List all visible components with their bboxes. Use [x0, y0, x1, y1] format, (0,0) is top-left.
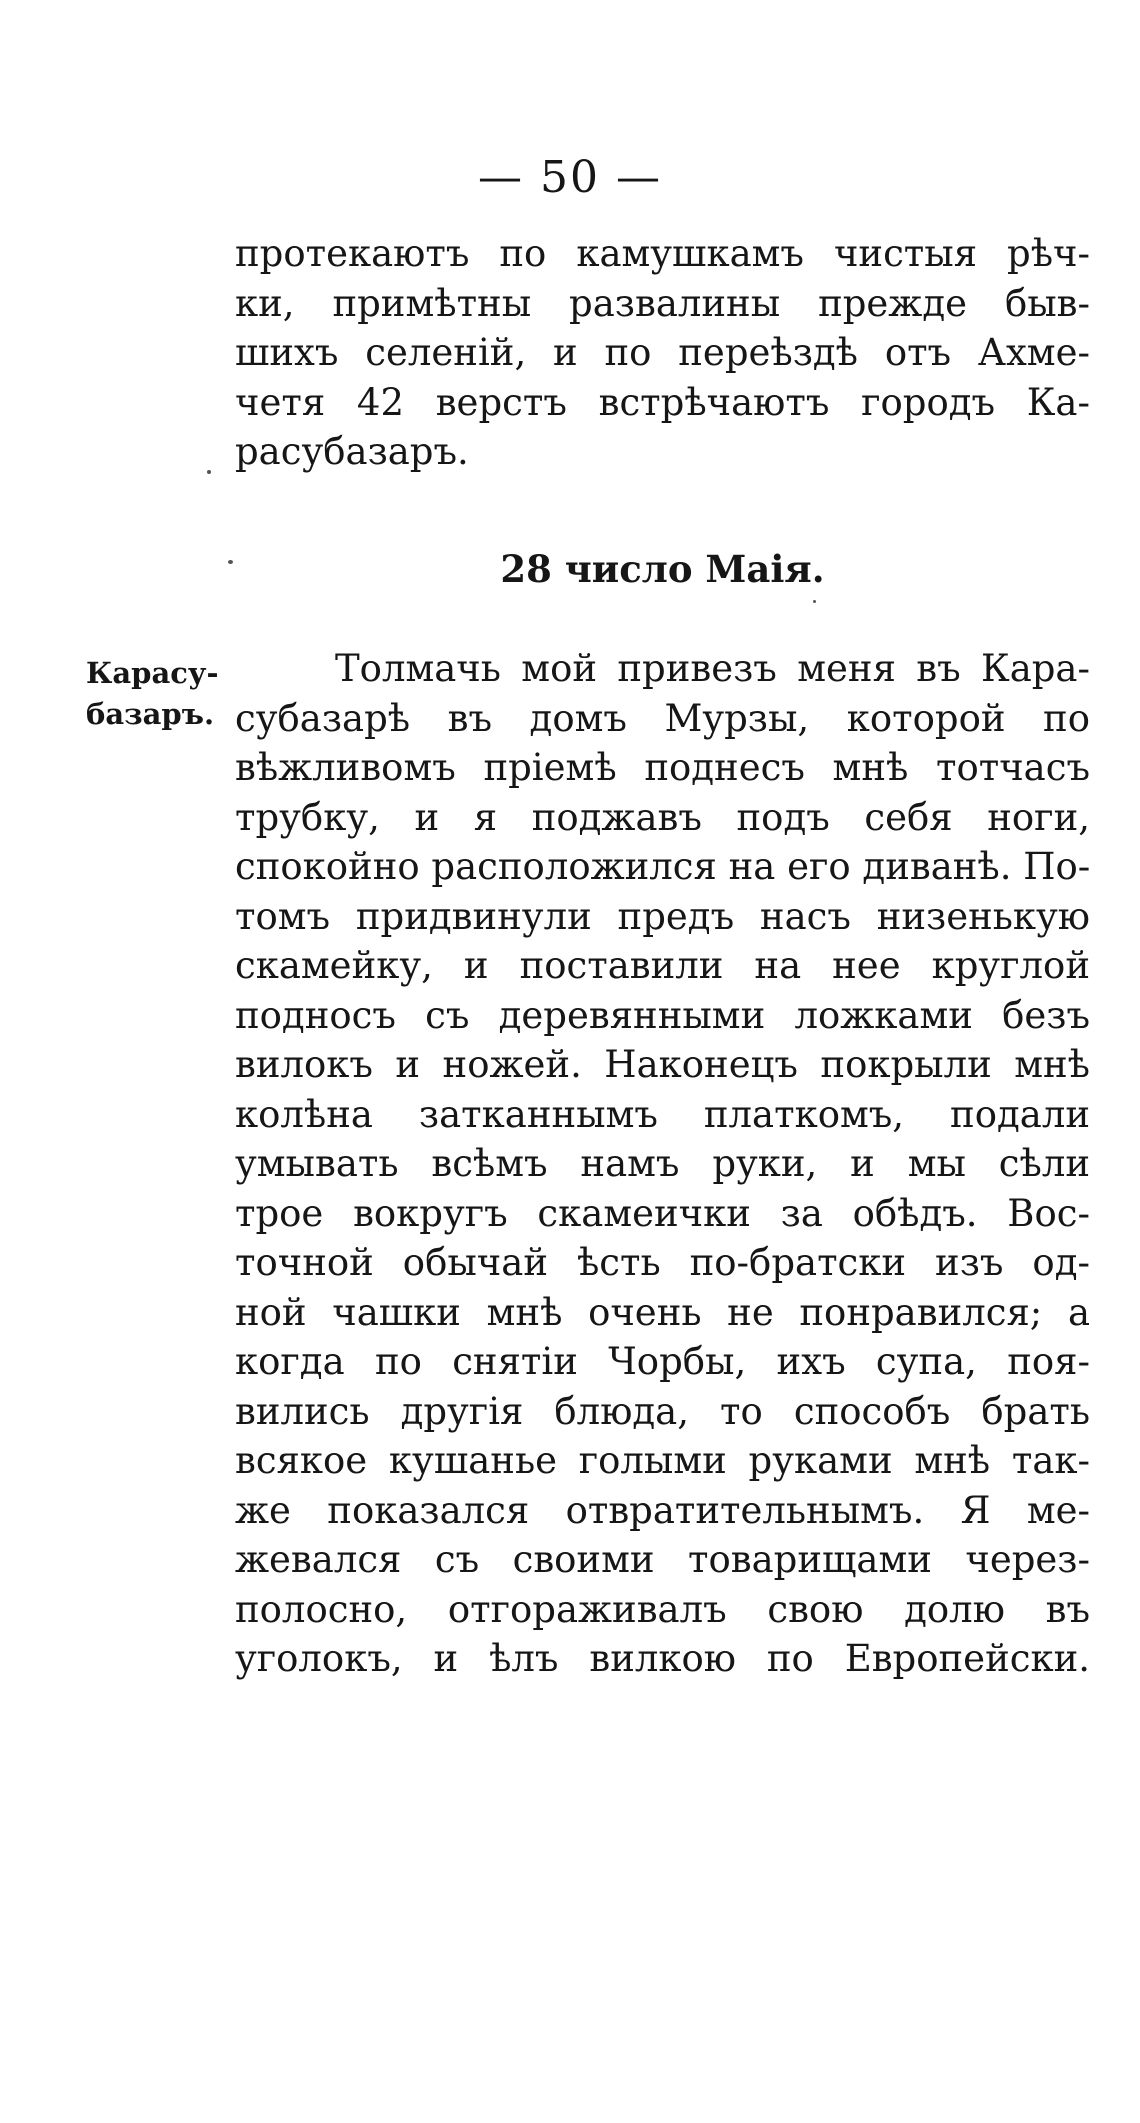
- text-line: расубазаръ.: [235, 430, 469, 473]
- text-line: умывать всѣмъ намъ руки, и мы сѣли: [235, 1142, 1090, 1185]
- text-line: протекаютъ по камушкамъ чистыя рѣч-: [235, 232, 1090, 275]
- marginal-note: [86, 653, 236, 735]
- text-line: скамейку, и поставили на нее круглой: [235, 944, 1090, 987]
- text-line: шихъ селеній, и по переѣздѣ отъ Ахме-: [235, 331, 1090, 374]
- text-line: четя 42 верстъ встрѣчаютъ городъ Ка-: [235, 380, 1090, 424]
- text-line: ной чашки мнѣ очень не понравился; а: [235, 1290, 1090, 1334]
- text-line: ки, примѣтны развалины прежде быв-: [235, 281, 1090, 325]
- text-line: трое вокругъ скамеички за обѣдъ. Вос-: [235, 1191, 1090, 1235]
- marginal-note-line: базаръ.: [86, 697, 215, 731]
- text-line: же показался отвратительнымъ. Я ме-: [235, 1488, 1090, 1532]
- text-line: трубку, и я поджавъ подъ себя ноги,: [235, 795, 1090, 839]
- marginal-note-line: Карасу-: [86, 656, 219, 690]
- print-speck: [228, 560, 233, 564]
- text-line: полосно, отгораживалъ свою долю въ: [235, 1587, 1090, 1631]
- page-number: — 50 —: [478, 152, 662, 203]
- print-speck: [207, 470, 211, 474]
- main-paragraph: [235, 644, 1090, 1684]
- text-line: субазарѣ въ домъ Мурзы, которой по: [235, 696, 1090, 740]
- text-line: вилокъ и ножей. Наконецъ покрыли мнѣ: [235, 1043, 1090, 1086]
- text-line: томъ придвинули предъ насъ низенькую: [235, 894, 1090, 938]
- date-heading: 28 число Маія.: [500, 547, 825, 591]
- text-line: колѣна затканнымъ платкомъ, подали: [235, 1092, 1090, 1136]
- print-speck: [813, 600, 816, 603]
- text-line: точной обычай ѣсть по-братски изъ од-: [235, 1241, 1090, 1284]
- text-line: когда по снятіи Чорбы, ихъ супа, поя-: [235, 1340, 1090, 1383]
- intro-paragraph: [235, 229, 1090, 477]
- text-line: спокойно расположился на его диванѣ. По-: [235, 845, 1091, 888]
- text-line: вѣжливомъ пріемѣ поднесъ мнѣ тотчасъ: [235, 746, 1090, 789]
- text-line: жевался съ своими товарищами через-: [235, 1538, 1090, 1581]
- text-line: подносъ съ деревянными ложками безъ: [235, 993, 1090, 1037]
- text-line: всякое кушанье голыми руками мнѣ так-: [235, 1439, 1090, 1482]
- text-line: вились другія блюда, то способъ брать: [235, 1389, 1090, 1433]
- text-line: Толмачь мой привезъ меня въ Кара-: [335, 647, 1090, 690]
- text-line: уголокъ, и ѣлъ вилкою по Европейски.: [235, 1637, 1090, 1680]
